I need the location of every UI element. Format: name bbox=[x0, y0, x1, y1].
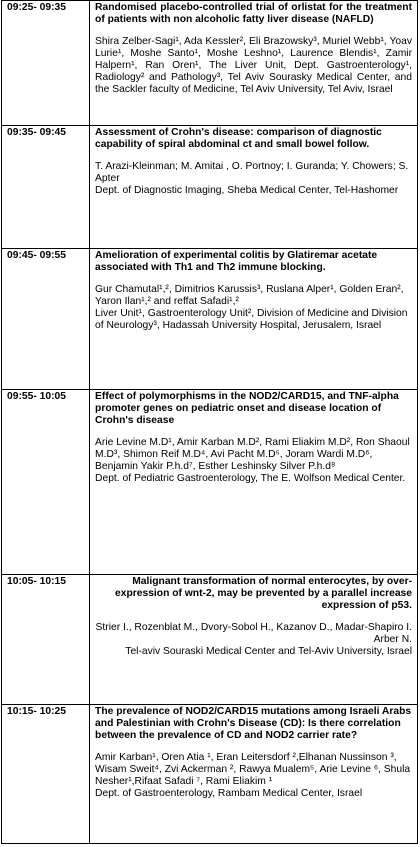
session-content bbox=[90, 249, 418, 390]
abstract-authors: Amir Karban¹, Oren Atia ¹, Eran Leitersdorf ²,Elhanan Nussinson ³, Wisam Sweit⁴, Zvi Ackerman ², Rawya Mualem⁵, Arie Levine ⁶, Shula Nesher¹,Rifaat Safadi ⁷, Rami Eliakim ¹ bbox=[95, 752, 411, 787]
program-schedule-table bbox=[1, 0, 418, 844]
session-row bbox=[2, 575, 418, 705]
session-content bbox=[90, 390, 418, 575]
abstract-authors: Gur Chamutal¹,², Dimitrios Karussis³, Ruslana Alper¹, Golden Eran², Yaron Ilan¹,² and reffat Safadi¹,² bbox=[95, 284, 404, 307]
session-row bbox=[2, 249, 418, 390]
abstract-title: Malignant transformation of normal enterocytes, by over-expression of wnt-2, may be prevented by a parallel increase expression of p53. bbox=[114, 576, 412, 611]
abstract-title: Amelioration of experimental colitis by Glatiremar acetate associated with Th1 and Th2 immune blocking. bbox=[95, 250, 378, 273]
session-time: 09:55- 10:05 bbox=[2, 390, 90, 575]
session-row bbox=[2, 126, 418, 249]
session-row bbox=[2, 390, 418, 575]
abstract-title: Randomised placebo-controlled trial of orlistat for the treatment of patients with non alcoholic fatty liver disease (NAFLD) bbox=[95, 2, 412, 25]
abstract-affiliation: Tel-aviv Souraski Medical Center and Tel-Aviv University, Israel bbox=[125, 646, 412, 657]
abstract-affiliation: Liver Unit¹, Gastroenterology Unit², Division of Medicine and Division of Neurology³, Hadassah University Hospital, Jerusalem, Israel bbox=[95, 308, 408, 331]
abstract-affiliation: Dept. of Pediatric Gastroenterology, The E. Wolfson Medical Center. bbox=[95, 473, 406, 484]
session-time: 09:25- 09:35 bbox=[2, 1, 90, 126]
session-content bbox=[90, 575, 418, 705]
session-content bbox=[90, 1, 418, 126]
abstract-authors: Arie Levine M.D¹, Amir Karban M.D², Rami Eliakim M.D², Ron Shaoul M.D³, Shimon Reif M.D⁴, Avi Pacht M.D⁵, Joram Wardi M.D⁶, Benjamin Yakir P.h.d⁷, Esther Leshinsky Silver P.h.d⁸ bbox=[95, 437, 410, 472]
abstract-title: Assessment of Crohn's disease: comparison of diagnostic capability of spiral abdominal ct and small bowel follow. bbox=[95, 127, 382, 150]
abstract-authors: T. Arazi-Kleinman; M. Amitai , O. Portnoy; I. Guranda; Y. Chowers; S. Apter bbox=[95, 161, 409, 184]
abstract-authors: Strier I., Rozenblat M., Dvory-Sobol H., Kazanov D., Madar-Shapiro I. Arber N. bbox=[95, 622, 412, 645]
session-content bbox=[90, 126, 418, 249]
abstract-affiliation: Dept. of Diagnostic Imaging, Sheba Medical Center, Tel-Hashomer bbox=[95, 185, 399, 196]
session-time: 09:35- 09:45 bbox=[2, 126, 90, 249]
session-content bbox=[90, 705, 418, 844]
session-time: 10:15- 10:25 bbox=[2, 705, 90, 844]
abstract-title: Effect of polymorphisms in the NOD2/CARD15, and TNF-alpha promoter genes on pediatric onset and disease location of Crohn's disease bbox=[95, 391, 399, 426]
session-time: 09:45- 09:55 bbox=[2, 249, 90, 390]
session-row bbox=[2, 705, 418, 844]
session-row bbox=[2, 1, 418, 126]
abstract-affiliation: Dept. of Gastroenterology, Rambam Medical Center, Israel bbox=[95, 788, 363, 799]
abstract-authors: Shira Zelber-Sagi¹, Ada Kessler², Eli Brazowsky³, Muriel Webb¹, Yoav Lurie¹, Moshe Santo¹, Moshe Leshno¹, Laurence Blendis¹, Zamir Halpern¹, Ran Oren¹, The Liver Unit, Dept. Gastroenterology¹, Radiology² and Pathology³, Tel Aviv Sourasky Medical Center, and the Sackler faculty of Medicine, Tel Aviv University, Tel Aviv, Israel bbox=[95, 36, 412, 95]
session-time: 10:05- 10:15 bbox=[2, 575, 90, 705]
abstract-title: The prevalence of NOD2/CARD15 mutations among Israeli Arabs and Palestinian with Crohn's Disease (CD): Is there correlation between the prevalence of CD and NOD2 carrier rate? bbox=[95, 706, 412, 741]
